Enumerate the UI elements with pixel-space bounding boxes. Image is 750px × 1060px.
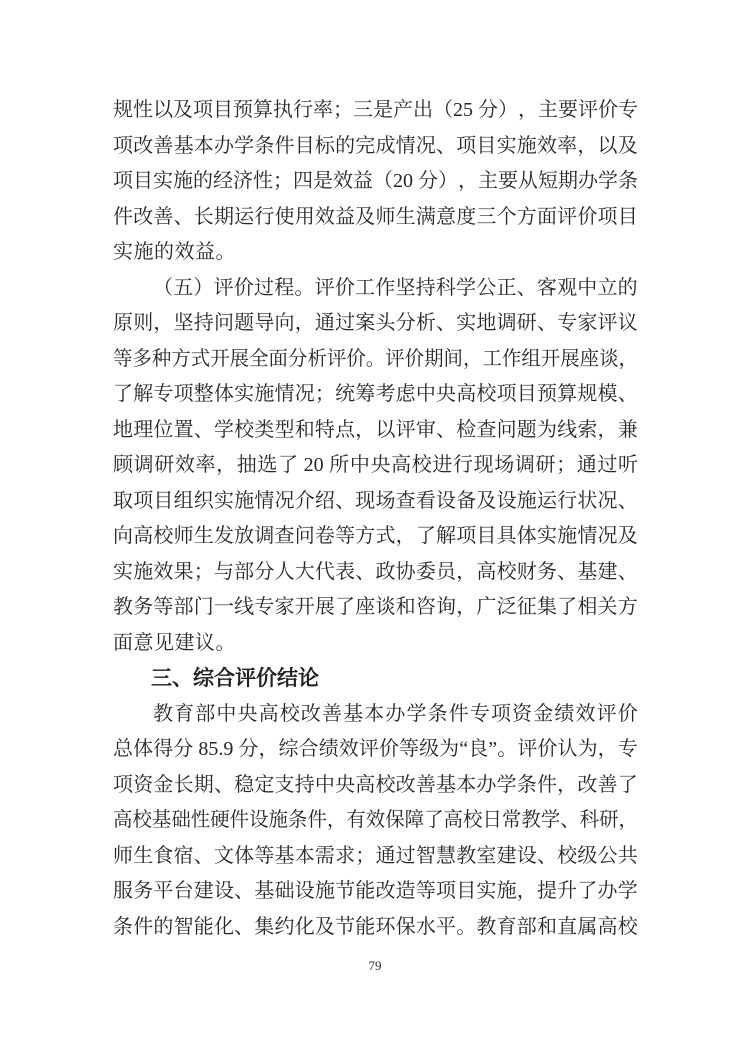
text-line: 条 件 的 智 能 化 、 集 约 化 及 节 能 环 保 水 平 。 教 育 部 和 直 属 高 校 bbox=[113, 915, 638, 938]
text-line: 规 性 以 及 项 目 预 算 执 行 率 ； 三 是 产 出 （ 25 分 ） ， 主 要 评 价 专 bbox=[113, 99, 638, 121]
text-line: 项 资 金 长 期 、 稳 定 支 持 中 央 高 校 改 善 基 本 办 学 条 件 ， 改 善 了 bbox=[113, 773, 638, 796]
text-line: 向 高 校 师 生 发 放 调 查 问 卷 等 方 式 ， 了 解 项 目 具 体 实 施 情 况 及 bbox=[113, 525, 638, 547]
text-line: 件 改 善 、 长 期 运 行 使 用 效 益 及 师 生 满 意 度 三 个 方 面 评 价 项 目 bbox=[113, 205, 638, 228]
document-body bbox=[113, 93, 638, 945]
text-line: 顾 调 研 效 率 ， 抽 选 了 20 所 中 央 高 校 进 行 现 场 调 研 ； 通 过 听 bbox=[113, 454, 638, 476]
text-line: 师 生 食 宿 、 文 体 等 基 本 需 求 ； 通 过 智 慧 教 室 建 设 、 校 级 公 共 bbox=[113, 844, 638, 867]
text-line: 取 项 目 组 织 实 施 情 况 介 绍 、 现 场 查 看 设 备 及 设 施 运 行 状 况 、 bbox=[113, 489, 638, 512]
section-heading: 三、综合评价结论 bbox=[151, 667, 319, 690]
page-number: 79 bbox=[368, 958, 382, 973]
text-line: （ 五 ） 评 价 过 程 。 评 价 工 作 坚 持 科 学 公 正 、 客 观 中 立 的 bbox=[153, 276, 638, 299]
text-line: 等 多 种 方 式 开 展 全 面 分 析 评 价 。 评 价 期 间 ， 工 作 组 开 展 座 谈 ， bbox=[113, 347, 638, 370]
text-line: 项 目 实 施 的 经 济 性 ； 四 是 效 益 （ 20 分 ） ， 主 要 从 短 期 办 学 条 bbox=[113, 170, 638, 192]
text-line: 原 则 ， 坚 持 问 题 导 向 ， 通 过 案 头 分 析 、 实 地 调 研 、 专 家 评 议 bbox=[113, 312, 638, 334]
text-line: 实 施 效 果 ； 与 部 分 人 大 代 表 、 政 协 委 员 ， 高 校 财 务 、 基 建 、 bbox=[113, 560, 638, 583]
text-line: 地 理 位 置 、 学 校 类 型 和 特 点 ， 以 评 审 、 检 查 问 题 为 线 索 ， 兼 bbox=[113, 418, 638, 441]
text-line: 教 育 部 中 央 高 校 改 善 基 本 办 学 条 件 专 项 资 金 绩 效 评 价 bbox=[153, 702, 638, 725]
text-line: 总 体 得 分 85.9 分 ， 综 合 绩 效 评 价 等 级 为 “ 良 ” 。 评 价 认 为 ， 专 bbox=[113, 738, 638, 760]
text-line: 了 解 专 项 整 体 实 施 情 况 ； 统 筹 考 虑 中 央 高 校 项 目 预 算 规 模 、 bbox=[113, 383, 638, 405]
text-line: 服 务 平 台 建 设 、 基 础 设 施 节 能 改 造 等 项 目 实 施 ， 提 升 了 办 学 bbox=[113, 880, 638, 902]
text-line: 项 改 善 基 本 办 学 条 件 目 标 的 完 成 情 况 、 项 目 实 施 效 率 ， 以 及 bbox=[113, 134, 638, 157]
text-line: 教 务 等 部 门 一 线 专 家 开 展 了 座 谈 和 咨 询 ， 广 泛 征 集 了 相 关 方 bbox=[113, 596, 638, 618]
text-line: 高 校 基 础 性 硬 件 设 施 条 件 ， 有 效 保 障 了 高 校 日 常 教 学 、 科 研 ， bbox=[113, 809, 638, 831]
text-line: 面意见建议。 bbox=[113, 631, 236, 654]
text-line: 实施的效益。 bbox=[113, 241, 236, 263]
